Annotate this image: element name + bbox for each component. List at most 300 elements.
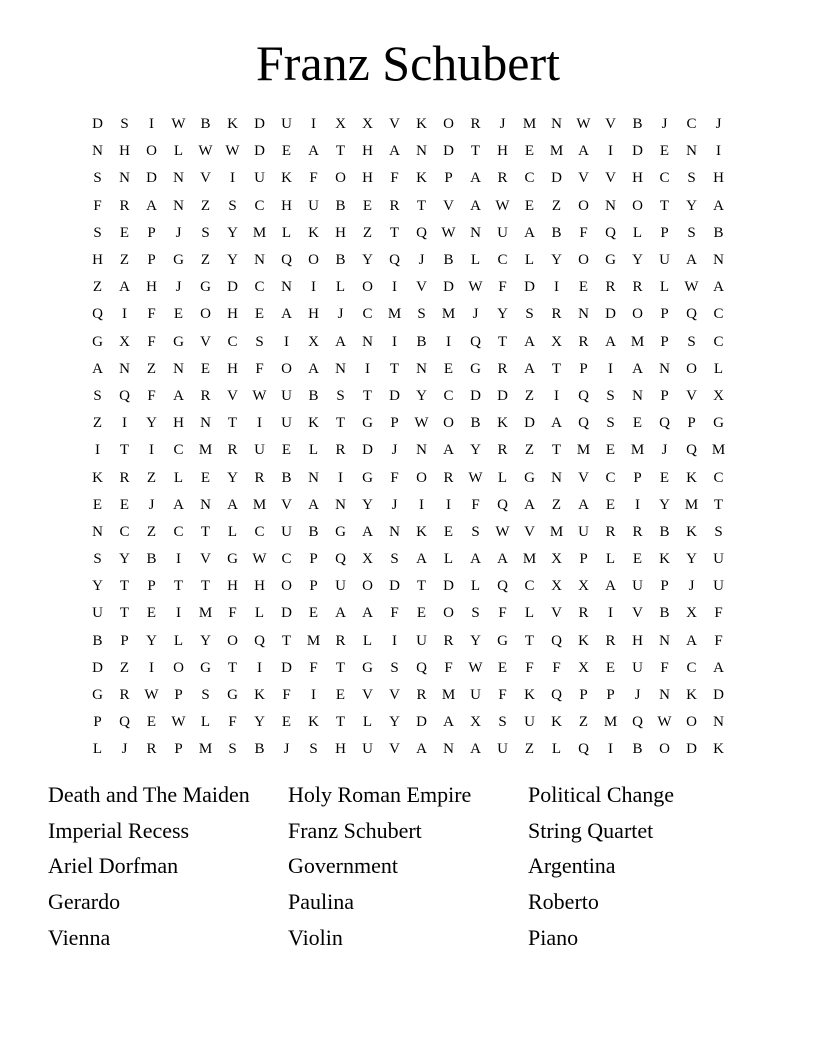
grid-letter: M xyxy=(549,523,564,540)
grid-letter: G xyxy=(470,360,481,377)
grid-letter: A xyxy=(308,360,319,377)
grid-letter: X xyxy=(362,551,373,568)
grid-letter: Q xyxy=(659,415,670,432)
grid-letter: D xyxy=(713,687,724,704)
grid-letter: O xyxy=(686,714,697,731)
grid-letter: E xyxy=(119,496,130,513)
grid-letter: W xyxy=(468,659,483,676)
grid-letter: F xyxy=(309,659,318,676)
grid-letter: L xyxy=(659,279,670,296)
grid-letter: I xyxy=(419,496,424,513)
grid-letter: D xyxy=(389,387,400,404)
grid-letter: N xyxy=(389,523,400,540)
grid-letter: F xyxy=(390,469,399,486)
grid-letter: W xyxy=(252,551,267,568)
grid-letter: S xyxy=(687,170,696,187)
grid-letter: B xyxy=(443,252,454,269)
grid-letter: H xyxy=(632,170,643,187)
grid-letter: T xyxy=(200,523,211,540)
grid-letter: L xyxy=(362,632,373,649)
grid-letter: T xyxy=(281,632,292,649)
grid-letter: V xyxy=(200,333,211,350)
grid-letter: P xyxy=(147,578,156,595)
grid-letter: J xyxy=(121,741,128,758)
grid-letter: E xyxy=(443,360,454,377)
grid-letter: S xyxy=(255,333,264,350)
grid-letter: N xyxy=(335,360,346,377)
grid-letter: N xyxy=(416,442,427,459)
grid-letter: T xyxy=(335,143,346,160)
grid-letter: V xyxy=(389,741,400,758)
word-list-item: Death and The Maiden xyxy=(48,782,250,807)
grid-row xyxy=(84,682,732,709)
grid-letter: F xyxy=(228,605,237,622)
grid-letter: F xyxy=(147,306,156,323)
grid-letter: E xyxy=(281,143,292,160)
grid-letter: O xyxy=(335,170,346,187)
grid-letter: Q xyxy=(578,741,589,758)
grid-letter: I xyxy=(608,143,613,160)
grid-letter: S xyxy=(336,387,345,404)
grid-letter: A xyxy=(497,551,508,568)
grid-letter: D xyxy=(227,279,238,296)
grid-letter: W xyxy=(441,224,456,241)
grid-letter: U xyxy=(254,170,265,187)
grid-letter: C xyxy=(713,469,724,486)
grid-letter: E xyxy=(605,659,616,676)
grid-letter: N xyxy=(416,143,427,160)
grid-letter: O xyxy=(227,632,238,649)
grid-letter: K xyxy=(92,469,103,486)
grid-letter: T xyxy=(335,714,346,731)
grid-letter: O xyxy=(173,659,184,676)
grid-letter: L xyxy=(362,714,373,731)
grid-letter: H xyxy=(92,252,103,269)
grid-letter: X xyxy=(578,578,589,595)
grid-letter: I xyxy=(554,279,559,296)
grid-letter: U xyxy=(254,442,265,459)
grid-letter: F xyxy=(390,605,399,622)
grid-letter: A xyxy=(524,496,535,513)
grid-letter: G xyxy=(227,551,238,568)
grid-letter: P xyxy=(579,551,588,568)
grid-letter: Z xyxy=(551,197,562,214)
grid-letter: L xyxy=(335,279,346,296)
grid-letter: D xyxy=(254,143,265,160)
grid-letter: D xyxy=(605,306,616,323)
grid-letter: T xyxy=(335,415,346,432)
grid-letter: W xyxy=(198,143,213,160)
grid-letter: Q xyxy=(281,252,292,269)
word-list-item: Paulina xyxy=(288,889,354,915)
grid-letter: F xyxy=(498,605,507,622)
grid-letter: V xyxy=(524,523,535,540)
grid-letter: P xyxy=(390,415,399,432)
grid-letter: B xyxy=(416,333,427,350)
grid-letter: N xyxy=(200,415,211,432)
grid-letter: X xyxy=(470,714,481,731)
grid-letter: A xyxy=(605,333,616,350)
grid-letter: B xyxy=(308,387,319,404)
grid-letter: U xyxy=(335,578,346,595)
grid-letter: K xyxy=(686,469,697,486)
grid-letter: C xyxy=(713,306,724,323)
grid-letter: W xyxy=(225,143,240,160)
grid-letter: Y xyxy=(146,632,157,649)
grid-letter: Z xyxy=(92,415,103,432)
grid-letter: H xyxy=(227,578,238,595)
grid-letter: I xyxy=(122,415,127,432)
grid-letter: M xyxy=(198,442,213,459)
grid-letter: G xyxy=(92,333,103,350)
grid-letter: Q xyxy=(389,252,400,269)
grid-letter: T xyxy=(119,442,130,459)
grid-letter: J xyxy=(661,116,668,133)
grid-letter: E xyxy=(659,143,670,160)
grid-letter: N xyxy=(578,306,589,323)
grid-letter: D xyxy=(497,387,508,404)
grid-letter: A xyxy=(335,333,346,350)
grid-letter: F xyxy=(147,387,156,404)
grid-letter: M xyxy=(522,551,537,568)
grid-letter: B xyxy=(200,116,211,133)
grid-letter: Y xyxy=(497,306,508,323)
grid-letter: I xyxy=(257,415,262,432)
grid-letter: L xyxy=(308,442,319,459)
grid-row xyxy=(84,410,732,437)
grid-letter: Q xyxy=(119,387,130,404)
grid-letter: T xyxy=(362,387,373,404)
grid-letter: U xyxy=(497,224,508,241)
grid-letter: N xyxy=(362,333,373,350)
grid-letter: S xyxy=(390,659,399,676)
grid-letter: B xyxy=(713,224,724,241)
grid-letter: P xyxy=(174,687,183,704)
grid-letter: Q xyxy=(497,496,508,513)
grid-letter: T xyxy=(470,143,481,160)
grid-letter: T xyxy=(524,632,535,649)
grid-letter: Q xyxy=(578,415,589,432)
grid-letter: P xyxy=(660,306,669,323)
grid-letter: M xyxy=(603,714,618,731)
grid-letter: Y xyxy=(362,496,373,513)
grid-letter: N xyxy=(254,252,265,269)
grid-letter: X xyxy=(713,387,724,404)
grid-letter: M xyxy=(576,442,591,459)
word-list-item: Argentina xyxy=(528,853,616,879)
grid-letter: F xyxy=(714,632,723,649)
grid-letter: S xyxy=(228,741,237,758)
grid-letter: V xyxy=(389,116,400,133)
grid-letter: X xyxy=(362,116,373,133)
grid-letter: S xyxy=(687,333,696,350)
grid-letter: U xyxy=(92,605,103,622)
page-title: Franz Schubert xyxy=(255,35,561,91)
grid-letter: Q xyxy=(254,632,265,649)
grid-letter: Z xyxy=(524,741,535,758)
grid-letter: Y xyxy=(659,496,670,513)
grid-letter: N xyxy=(659,687,670,704)
grid-letter: F xyxy=(579,224,588,241)
grid-letter: E xyxy=(281,442,292,459)
grid-letter: C xyxy=(173,523,184,540)
grid-letter: J xyxy=(499,116,506,133)
grid-letter: M xyxy=(630,333,645,350)
grid-letter: P xyxy=(93,714,102,731)
grid-letter: K xyxy=(416,116,427,133)
grid-letter: T xyxy=(200,578,211,595)
grid-letter: M xyxy=(711,442,726,459)
grid-letter: E xyxy=(524,197,535,214)
grid-letter: N xyxy=(119,170,130,187)
grid-letter: G xyxy=(362,415,373,432)
grid-letter: N xyxy=(92,523,103,540)
grid-letter: Q xyxy=(470,333,481,350)
grid-letter: B xyxy=(659,605,670,622)
grid-row xyxy=(84,274,732,301)
grid-letter: L xyxy=(632,224,643,241)
grid-letter: Z xyxy=(200,252,211,269)
grid-letter: H xyxy=(227,360,238,377)
grid-letter: O xyxy=(443,415,454,432)
grid-letter: Y xyxy=(119,551,130,568)
grid-letter: U xyxy=(632,578,643,595)
grid-letter: V xyxy=(605,170,616,187)
grid-letter: I xyxy=(608,741,613,758)
grid-letter: I xyxy=(608,360,613,377)
grid-letter: Q xyxy=(632,714,643,731)
grid-letter: G xyxy=(173,252,184,269)
grid-letter: D xyxy=(524,279,535,296)
grid-row xyxy=(84,247,732,274)
grid-letter: U xyxy=(578,523,589,540)
grid-letter: M xyxy=(684,496,699,513)
grid-letter: I xyxy=(446,496,451,513)
grid-letter: Q xyxy=(497,578,508,595)
grid-letter: O xyxy=(578,197,589,214)
grid-letter: Z xyxy=(119,252,130,269)
grid-letter: R xyxy=(146,741,157,758)
grid-letter: L xyxy=(551,741,562,758)
grid-letter: C xyxy=(254,279,265,296)
grid-letter: D xyxy=(443,279,454,296)
grid-letter: A xyxy=(578,496,589,513)
grid-letter: G xyxy=(335,523,346,540)
grid-letter: D xyxy=(524,415,535,432)
grid-letter: Y xyxy=(362,252,373,269)
grid-letter: R xyxy=(443,632,454,649)
grid-letter: Q xyxy=(551,687,562,704)
grid-letter: E xyxy=(308,605,319,622)
grid-letter: J xyxy=(688,578,695,595)
grid-letter: W xyxy=(144,687,159,704)
grid-letter: I xyxy=(392,632,397,649)
grid-letter: C xyxy=(524,170,535,187)
grid-letter: A xyxy=(551,415,562,432)
grid-letter: N xyxy=(173,197,184,214)
grid-letter: E xyxy=(632,551,643,568)
grid-letter: N xyxy=(200,496,211,513)
grid-letter: Q xyxy=(416,224,427,241)
grid-letter: A xyxy=(605,578,616,595)
grid-row xyxy=(84,383,732,410)
grid-letter: A xyxy=(335,605,346,622)
grid-letter: R xyxy=(578,333,589,350)
grid-letter: R xyxy=(119,687,130,704)
grid-letter: I xyxy=(284,333,289,350)
grid-letter: P xyxy=(579,687,588,704)
grid-letter: A xyxy=(281,306,292,323)
grid-letter: G xyxy=(713,415,724,432)
grid-letter: D xyxy=(551,170,562,187)
grid-letter: D xyxy=(443,143,454,160)
grid-letter: P xyxy=(444,170,453,187)
grid-letter: H xyxy=(227,306,238,323)
grid-letter: X xyxy=(551,551,562,568)
grid-letter: H xyxy=(713,170,724,187)
grid-letter: I xyxy=(554,387,559,404)
grid-letter: D xyxy=(281,659,292,676)
grid-letter: T xyxy=(389,360,400,377)
grid-letter: L xyxy=(470,252,481,269)
grid-letter: B xyxy=(659,523,670,540)
grid-letter: B xyxy=(335,197,346,214)
grid-letter: W xyxy=(495,197,510,214)
grid-letter: S xyxy=(390,551,399,568)
grid-letter: I xyxy=(716,143,721,160)
grid-letter: D xyxy=(92,659,103,676)
grid-letter: G xyxy=(362,659,373,676)
grid-letter: K xyxy=(686,523,697,540)
grid-letter: R xyxy=(551,306,562,323)
grid-letter: S xyxy=(93,551,102,568)
word-list-item: Holy Roman Empire xyxy=(288,782,472,807)
grid-letter: E xyxy=(605,442,616,459)
grid-letter: A xyxy=(524,333,535,350)
grid-letter: A xyxy=(470,170,481,187)
word-list-item: Gerardo xyxy=(48,889,121,915)
grid-letter: I xyxy=(176,605,181,622)
grid-letter: H xyxy=(254,578,265,595)
grid-letter: A xyxy=(362,605,373,622)
word-list-item: Franz Schubert xyxy=(288,817,422,843)
grid-letter: M xyxy=(441,306,456,323)
grid-letter: I xyxy=(365,360,370,377)
grid-letter: R xyxy=(416,687,427,704)
grid-letter: O xyxy=(416,469,427,486)
word-list-item: Piano xyxy=(528,924,579,950)
grid-letter: L xyxy=(281,224,292,241)
grid-letter: C xyxy=(605,469,616,486)
grid-letter: M xyxy=(198,605,213,622)
grid-row xyxy=(84,329,732,356)
grid-letter: I xyxy=(311,279,316,296)
grid-letter: E xyxy=(416,605,427,622)
grid-letter: C xyxy=(713,333,724,350)
grid-letter: L xyxy=(254,605,265,622)
grid-letter: Y xyxy=(146,415,157,432)
grid-letter: S xyxy=(201,687,210,704)
grid-letter: T xyxy=(389,224,400,241)
grid-letter: V xyxy=(605,116,616,133)
grid-letter: I xyxy=(446,333,451,350)
grid-letter: F xyxy=(498,687,507,704)
grid-row xyxy=(84,111,732,138)
grid-letter: O xyxy=(308,252,319,269)
grid-letter: W xyxy=(684,279,699,296)
grid-letter: N xyxy=(551,116,562,133)
grid-row xyxy=(84,138,732,165)
grid-letter: Y xyxy=(686,197,697,214)
word-list-item: Roberto xyxy=(528,889,599,915)
grid-letter: A xyxy=(443,714,454,731)
grid-letter: U xyxy=(470,687,481,704)
grid-letter: Z xyxy=(362,224,373,241)
grid-letter: A xyxy=(416,551,427,568)
grid-letter: F xyxy=(552,659,561,676)
grid-letter: L xyxy=(524,605,535,622)
grid-letter: W xyxy=(171,116,186,133)
grid-letter: N xyxy=(470,224,481,241)
grid-letter: V xyxy=(416,279,427,296)
grid-letter: E xyxy=(173,306,184,323)
word-list xyxy=(48,777,768,955)
grid-letter: F xyxy=(147,333,156,350)
grid-letter: M xyxy=(387,306,402,323)
grid-letter: H xyxy=(335,224,346,241)
grid-letter: E xyxy=(200,360,211,377)
grid-letter: A xyxy=(524,360,535,377)
grid-letter: E xyxy=(362,197,373,214)
grid-letter: S xyxy=(471,605,480,622)
grid-letter: W xyxy=(171,714,186,731)
grid-letter: V xyxy=(551,605,562,622)
grid-letter: Q xyxy=(119,714,130,731)
grid-letter: A xyxy=(470,551,481,568)
grid-letter: C xyxy=(362,306,373,323)
grid-letter: F xyxy=(444,659,453,676)
grid-letter: G xyxy=(605,252,616,269)
grid-letter: K xyxy=(551,714,562,731)
grid-letter: G xyxy=(200,279,211,296)
grid-letter: L xyxy=(470,578,481,595)
grid-letter: R xyxy=(227,442,238,459)
grid-letter: N xyxy=(119,360,130,377)
grid-letter: T xyxy=(227,415,238,432)
grid-letter: L xyxy=(200,714,211,731)
grid-letter: N xyxy=(713,714,724,731)
grid-letter: I xyxy=(635,496,640,513)
grid-letter: U xyxy=(281,387,292,404)
word-list-item: Violin xyxy=(288,924,343,950)
grid-letter: D xyxy=(632,143,643,160)
grid-letter: K xyxy=(497,415,508,432)
grid-letter: C xyxy=(524,578,535,595)
grid-letter: F xyxy=(228,714,237,731)
grid-letter: E xyxy=(443,523,454,540)
grid-letter: K xyxy=(227,116,238,133)
grid-letter: I xyxy=(149,659,154,676)
grid-letter: C xyxy=(686,116,697,133)
grid-letter: R xyxy=(605,279,616,296)
grid-letter: Z xyxy=(119,659,130,676)
grid-letter: S xyxy=(525,306,534,323)
grid-letter: P xyxy=(309,578,318,595)
grid-letter: S xyxy=(201,224,210,241)
grid-letter: P xyxy=(660,578,669,595)
grid-letter: M xyxy=(522,116,537,133)
grid-letter: X xyxy=(686,605,697,622)
